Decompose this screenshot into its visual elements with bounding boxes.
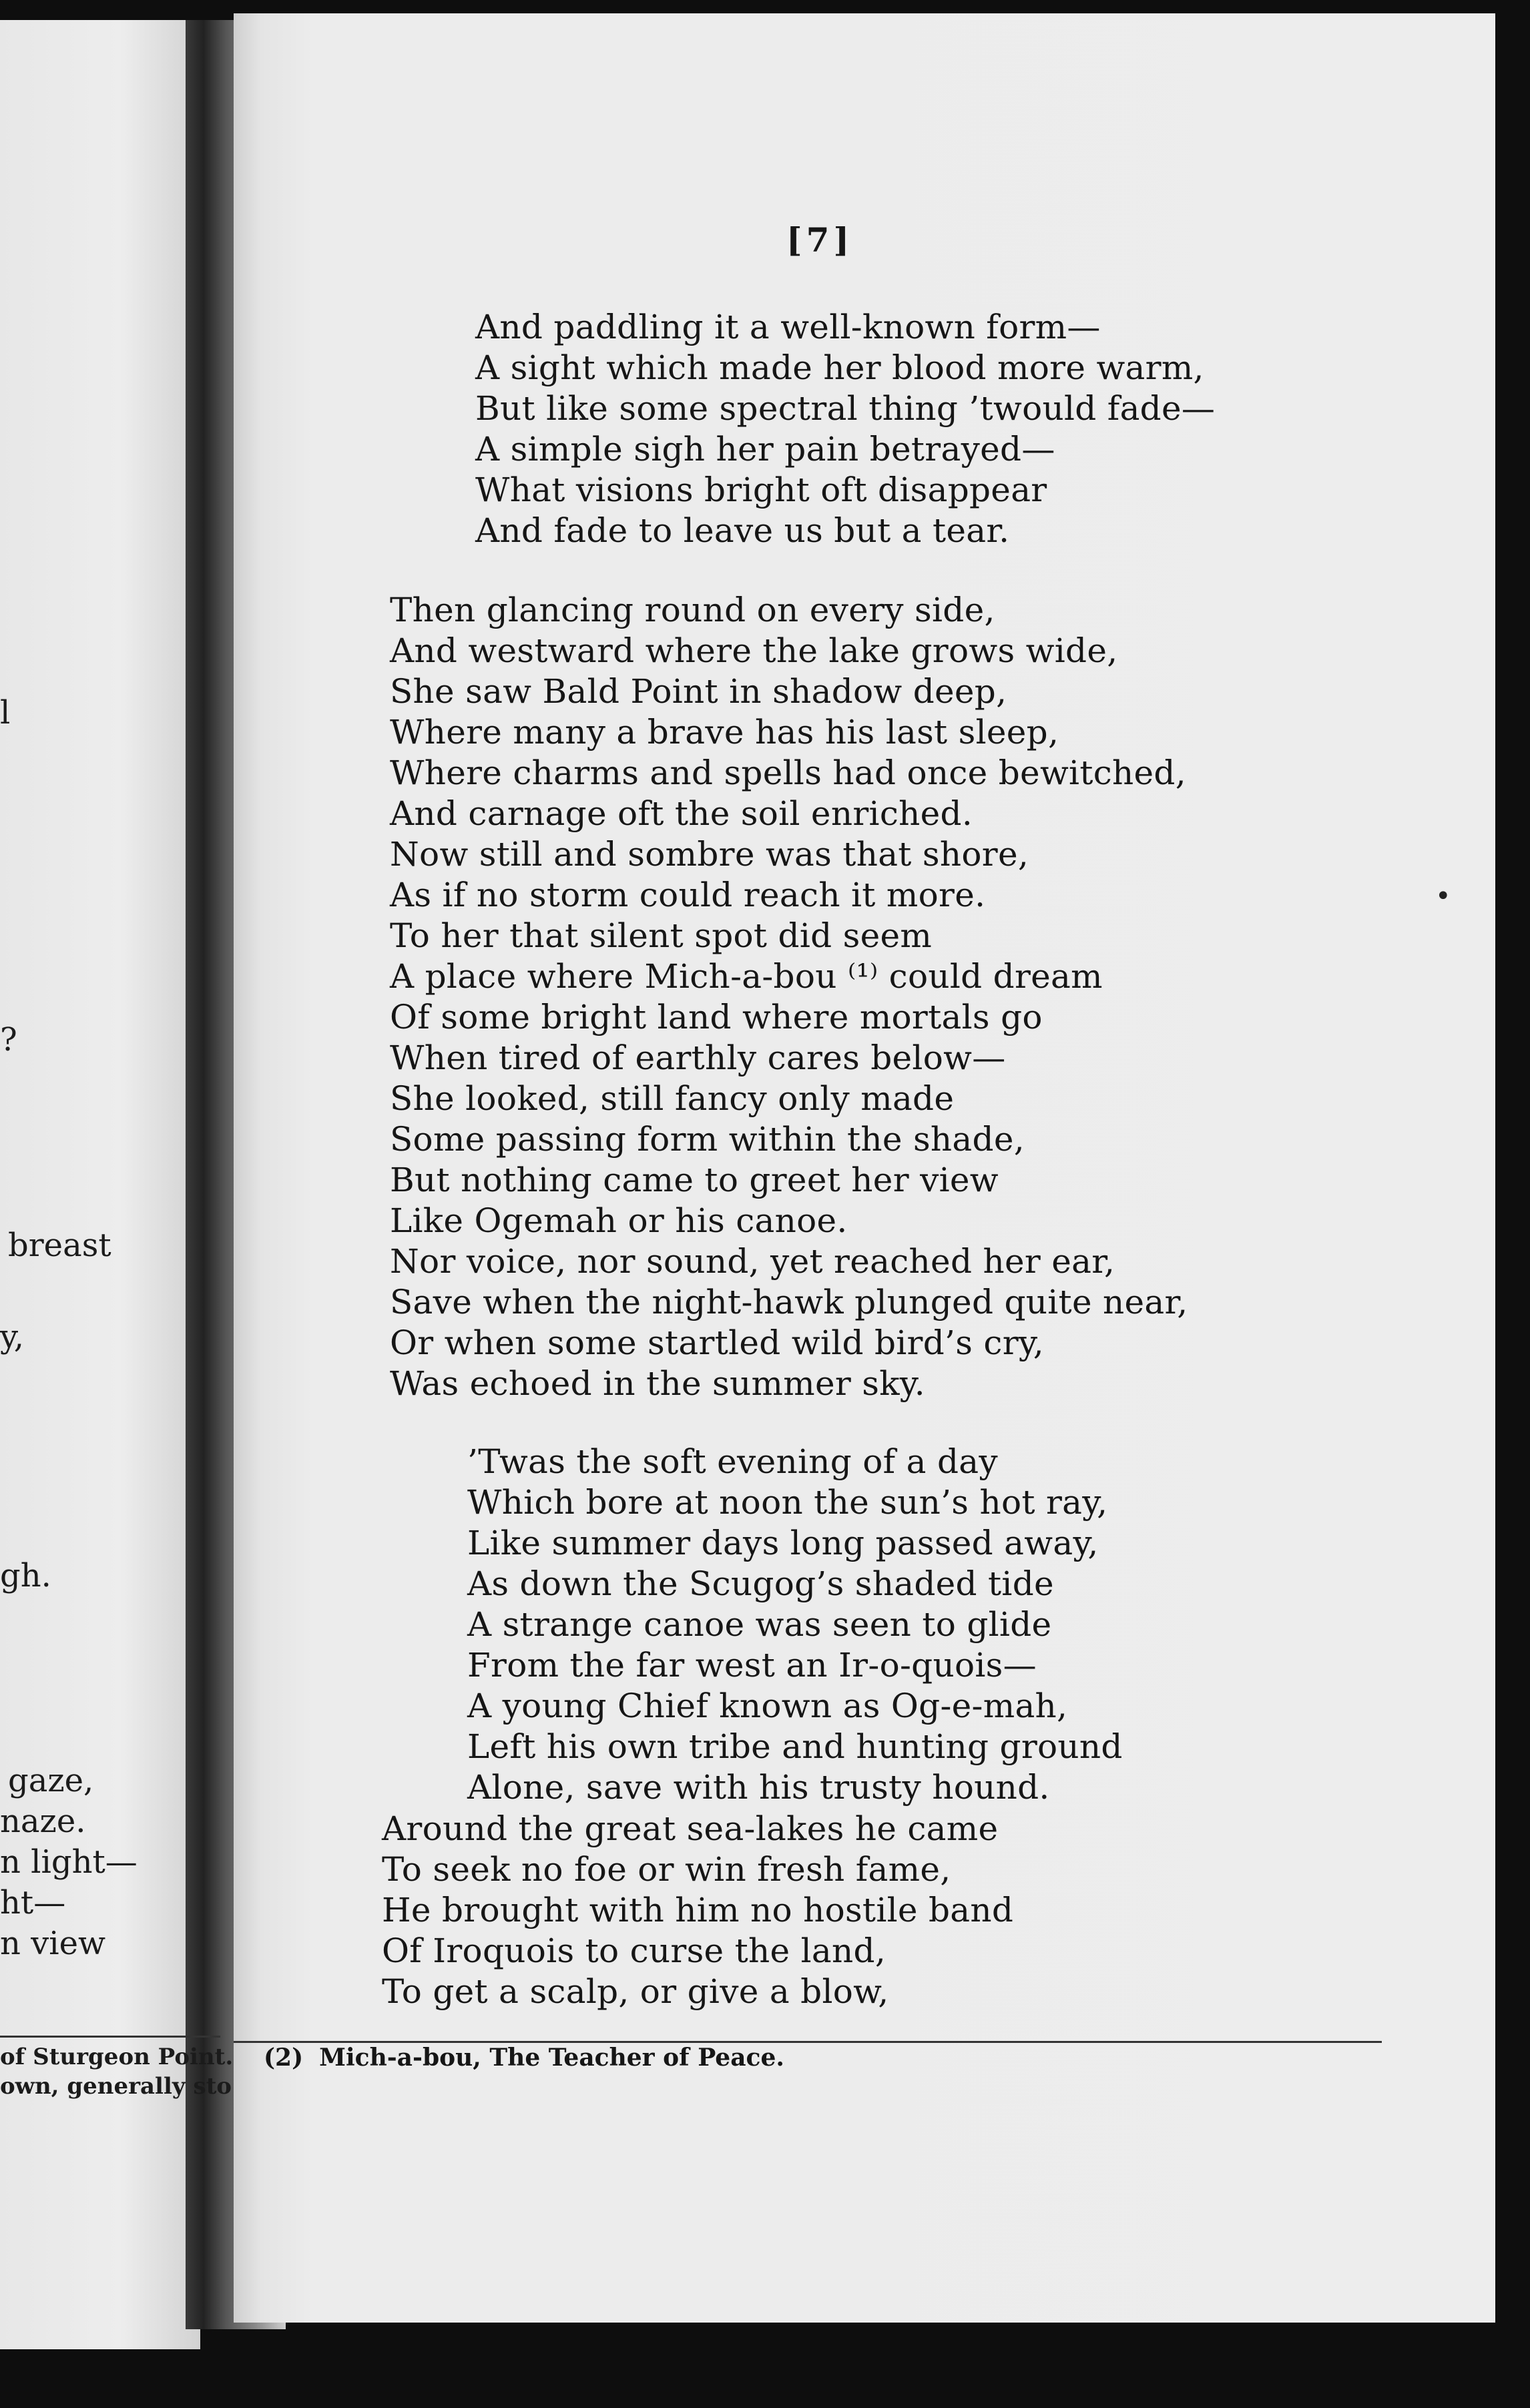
verse-line: But like some spectral thing ’twould fade— bbox=[475, 389, 1216, 428]
facing-page-fragment: ? bbox=[0, 1021, 17, 1059]
verse-line: A young Chief known as Og-e-mah, bbox=[467, 1687, 1068, 1725]
facing-page-fragment: n view bbox=[0, 1925, 106, 1962]
verse-line: From the far west an Ir-o-quois— bbox=[467, 1646, 1037, 1685]
facing-page-footnote-fragment: of Sturgeon Point. bbox=[0, 2044, 234, 2070]
verse-line: To her that silent spot did seem bbox=[390, 916, 933, 955]
verse-line: And westward where the lake grows wide, bbox=[390, 631, 1118, 670]
scan-border bbox=[1495, 13, 1530, 2408]
verse-line: But nothing came to greet her view bbox=[390, 1161, 999, 1199]
verse-line: A simple sigh her pain betrayed— bbox=[475, 430, 1055, 469]
verse-line: Where charms and spells had once bewitched, bbox=[390, 754, 1186, 792]
verse-line: And paddling it a well-known form— bbox=[475, 308, 1101, 346]
verse-line: Nor voice, nor sound, yet reached her ear, bbox=[390, 1242, 1115, 1281]
facing-page-fragment: l bbox=[0, 694, 11, 731]
verse-line: As if no storm could reach it more. bbox=[390, 876, 986, 914]
verse-line: Now still and sombre was that shore, bbox=[390, 835, 1029, 874]
verse-line: Which bore at noon the sun’s hot ray, bbox=[467, 1483, 1108, 1522]
verse-line: Some passing form within the shade, bbox=[390, 1120, 1025, 1159]
verse-line: And carnage oft the soil enriched. bbox=[390, 794, 973, 833]
verse-line: ’Twas the soft evening of a day bbox=[467, 1442, 998, 1481]
facing-page-fragment: gaze, bbox=[8, 1762, 94, 1799]
verse-line: Then glancing round on every side, bbox=[390, 591, 995, 629]
verse-line: Of some bright land where mortals go bbox=[390, 998, 1043, 1036]
verse-line: What visions bright oft disappear bbox=[475, 471, 1047, 509]
verse-line: And fade to leave us but a tear. bbox=[475, 511, 1010, 550]
verse-line: Like Ogemah or his canoe. bbox=[390, 1201, 848, 1240]
verse-line: A strange canoe was seen to glide bbox=[467, 1605, 1052, 1644]
verse-line: Where many a brave has his last sleep, bbox=[390, 713, 1059, 751]
footnote-marker: (2) bbox=[264, 2044, 304, 2072]
footnote-divider bbox=[234, 2041, 1382, 2043]
facing-page-fragment: breast bbox=[8, 1227, 111, 1264]
verse-line: Like summer days long passed away, bbox=[467, 1524, 1099, 1562]
verse-line: To seek no foe or win fresh fame, bbox=[382, 1850, 951, 1889]
verse-line: Of Iroquois to curse the land, bbox=[382, 1931, 886, 1970]
verse-line: Was echoed in the summer sky. bbox=[390, 1364, 925, 1403]
facing-page-fragment: n light— bbox=[0, 1843, 138, 1881]
verse-line: He brought with him no hostile band bbox=[382, 1891, 1014, 1929]
stanza-third-indented bbox=[467, 1442, 1123, 1808]
verse-line: She saw Bald Point in shadow deep, bbox=[390, 672, 1007, 711]
facing-page-footnote-fragment: own, generally sto bbox=[0, 2073, 232, 2100]
stanza-third-flush bbox=[382, 1809, 1013, 2012]
verse-line: Alone, save with his trusty hound. bbox=[467, 1768, 1050, 1807]
verse-line: Or when some startled wild bird’s cry, bbox=[390, 1323, 1045, 1362]
stanza-first bbox=[475, 307, 1215, 551]
verse-line: Save when the night-hawk plunged quite near, bbox=[390, 1283, 1188, 1321]
verse-line: Left his own tribe and hunting ground bbox=[467, 1727, 1123, 1766]
facing-page bbox=[0, 20, 200, 2349]
facing-page-fragment: ht— bbox=[0, 1884, 66, 1921]
page-speck: • bbox=[1435, 881, 1451, 912]
footnote bbox=[264, 2044, 784, 2072]
footnote-text: Mich-a-bou, The Teacher of Peace. bbox=[319, 2044, 784, 2072]
verse-line: To get a scalp, or give a blow, bbox=[382, 1972, 889, 2011]
page-number: [7] bbox=[786, 220, 854, 260]
facing-page-footnote-divider bbox=[0, 2036, 220, 2038]
verse-line: A place where Mich-a-bou ⁽¹⁾ could dream bbox=[390, 957, 1103, 996]
verse-line: She looked, still fancy only made bbox=[390, 1079, 955, 1118]
verse-line: As down the Scugog’s shaded tide bbox=[467, 1564, 1054, 1603]
facing-page-fragment: naze. bbox=[0, 1803, 86, 1840]
facing-page-fragment: gh. bbox=[0, 1557, 51, 1594]
stanza-second bbox=[390, 590, 1188, 1404]
facing-page-fragment: y, bbox=[0, 1318, 24, 1356]
verse-line: Around the great sea-lakes he came bbox=[382, 1809, 999, 1848]
verse-line: When tired of earthly cares below— bbox=[390, 1038, 1006, 1077]
verse-line: A sight which made her blood more warm, bbox=[475, 348, 1204, 387]
